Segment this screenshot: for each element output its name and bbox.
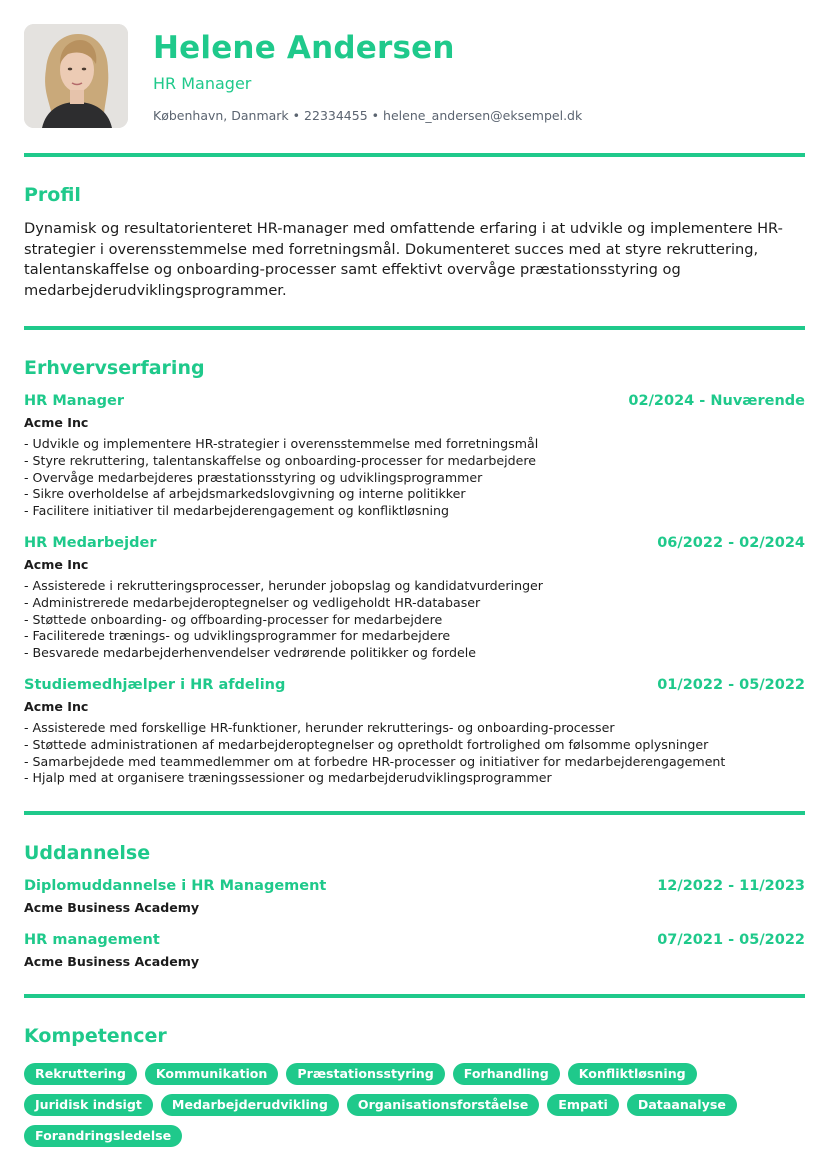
- job-title: Studiemedhjælper i HR afdeling: [24, 676, 286, 693]
- contact-separator: •: [371, 108, 380, 123]
- education-school: Acme Business Academy: [24, 900, 200, 916]
- education-dates: 12/2022 - 11/2023: [657, 878, 805, 895]
- job-bullet: - Styre rekruttering, talentanskaffelse og onboarding-processer for medarbejdere: [24, 452, 537, 468]
- job-bullet: - Faciliterede trænings- og udviklingsprogrammer for medarbejdere: [24, 628, 451, 644]
- job-title: HR Medarbejder: [24, 534, 157, 551]
- job-bullets: [24, 578, 805, 662]
- skills-list: [24, 1063, 805, 1147]
- candidate-title: HR Manager: [153, 74, 252, 93]
- job-bullet: - Overvåge medarbejderes præstationsstyring og udviklingsprogrammer: [24, 469, 483, 485]
- job-bullet: - Udvikle og implementere HR-strategier i overensstemmelse med forretningsmål: [24, 436, 539, 451]
- job-bullet: - Besvarede medarbejderhenvendelser vedrørende politikker og fordele: [24, 645, 476, 661]
- skill-tag: Præstationsstyring: [286, 1063, 444, 1085]
- skill-tag: Medarbejderudvikling: [161, 1094, 339, 1116]
- education-entry: [24, 877, 805, 916]
- job-bullet: - Sikre overholdelse af arbejdsmarkedslovgivning og interne politikker: [24, 486, 466, 502]
- job-company: Acme Inc: [24, 556, 89, 572]
- section-divider: [24, 811, 805, 815]
- contact-email[interactable]: helene_andersen@eksempel.dk: [383, 108, 583, 123]
- profile-section: [24, 183, 805, 301]
- contact-phone[interactable]: 22334455: [304, 108, 368, 123]
- education-dates: 07/2021 - 05/2022: [657, 932, 805, 949]
- education-section: [24, 841, 805, 970]
- resume-header: [24, 24, 805, 129]
- job-bullet: - Støttede administrationen af medarbejderoptegnelser og opretholdt fortrolighed om følsomme oplysninger: [24, 736, 709, 752]
- job-bullet: - Assisterede med forskellige HR-funktioner, herunder rekrutterings- og onboarding-processer: [24, 719, 615, 735]
- job-company: Acme Inc: [24, 415, 89, 430]
- candidate-name: Helene Andersen: [153, 30, 455, 66]
- job-title: HR Manager: [24, 393, 125, 409]
- section-divider: [24, 326, 805, 330]
- profile-photo: [24, 24, 128, 128]
- skill-tag: Juridisk indsigt: [24, 1094, 153, 1116]
- skill-tag: Dataanalyse: [627, 1094, 737, 1116]
- section-title-education: Uddannelse: [24, 842, 151, 865]
- contact-location: København, Danmark: [153, 108, 289, 123]
- job-dates: 06/2022 - 02/2024: [657, 534, 805, 551]
- section-title-skills: Kompetencer: [24, 1025, 167, 1048]
- job-company: Acme Inc: [24, 698, 89, 714]
- contact-separator: •: [292, 108, 301, 123]
- skill-tag: Forhandling: [453, 1063, 560, 1085]
- job-bullet: - Facilitere initiativer til medarbejderengagement og konfliktløsning: [24, 503, 450, 519]
- job-bullet: - Samarbejdede med teammedlemmer om at forbedre HR-processer og initiativer for medarbejderengagement: [24, 753, 726, 769]
- header-text: [153, 24, 582, 124]
- job-entry: [24, 392, 805, 520]
- section-divider: [24, 153, 805, 157]
- education-entry: [24, 931, 805, 970]
- job-entry: [24, 534, 805, 662]
- skill-tag: Kommunikation: [145, 1063, 279, 1085]
- education-title: HR management: [24, 932, 160, 949]
- skill-tag: Organisationsforståelse: [347, 1094, 539, 1116]
- skill-tag: Konfliktløsning: [568, 1063, 697, 1085]
- experience-section: [24, 356, 805, 787]
- job-bullet: - Støttede onboarding- og offboarding-processer for medarbejdere: [24, 611, 443, 627]
- section-title-profile: Profil: [24, 184, 81, 206]
- skills-section: [24, 1024, 805, 1147]
- job-entry: [24, 676, 805, 787]
- job-bullet: - Administrerede medarbejderoptegnelser og vedligeholdt HR-databaser: [24, 594, 481, 610]
- section-title-experience: Erhvervserfaring: [24, 357, 205, 379]
- section-divider: [24, 994, 805, 998]
- job-bullet: - Hjalp med at organisere træningssessioner og medarbejderudviklingsprogrammer: [24, 770, 552, 786]
- education-title: Diplomuddannelse i HR Management: [24, 878, 327, 895]
- skill-tag: Forandringsledelse: [24, 1125, 182, 1147]
- job-bullets: [24, 436, 805, 520]
- contact-line: [153, 108, 582, 124]
- resume-page: [24, 24, 805, 1147]
- education-school: Acme Business Academy: [24, 954, 200, 970]
- job-dates: 01/2022 - 05/2022: [657, 676, 805, 693]
- job-bullet: - Assisterede i rekrutteringsprocesser, herunder jobopslag og kandidatvurderinger: [24, 577, 543, 593]
- job-dates: 02/2024 - Nuværende: [628, 393, 805, 409]
- skill-tag: Rekruttering: [24, 1063, 137, 1085]
- job-bullets: [24, 720, 805, 787]
- profile-text: Dynamisk og resultatorienteret HR-manager med omfattende erfaring i at udvikle og implementere HR-strategier i overensstemmelse med forretningsmål. Dokumenteret succes med at styre rekruttering, talentanskaffelse og onboarding-processer samt effektivt overvåge præstationsstyring og medarbejderudviklingsprogrammer.: [24, 220, 783, 299]
- skill-tag: Empati: [547, 1094, 619, 1116]
